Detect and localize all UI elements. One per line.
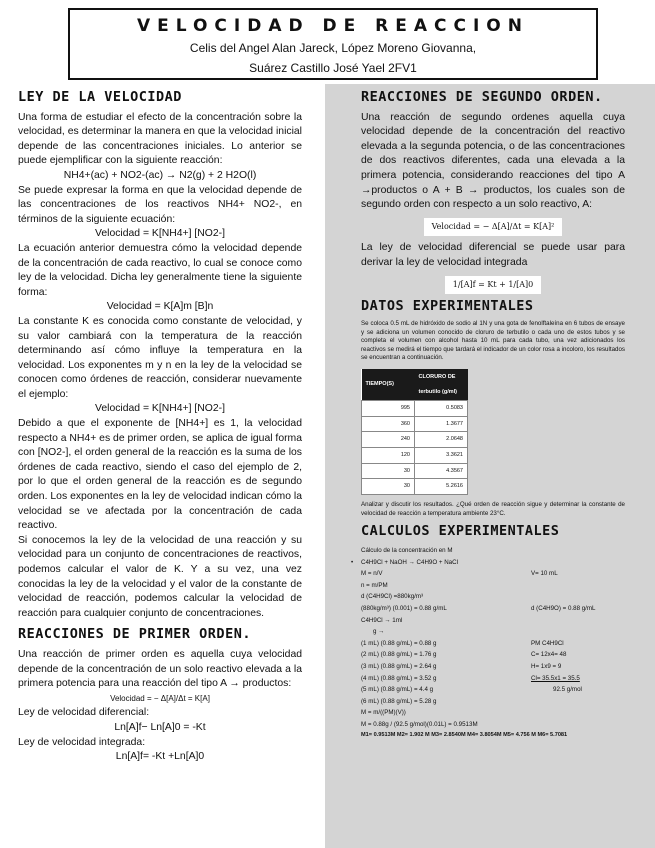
table-row xyxy=(362,448,468,464)
authors-line-2: Suárez Castillo José Yael 2FV1 xyxy=(249,61,417,75)
calc-line: PM C4H9Cl xyxy=(531,639,564,647)
equation: Velocidad = K[A]m [B]n xyxy=(106,301,214,313)
table-cell: 995 xyxy=(362,401,415,417)
data-table xyxy=(361,369,468,495)
calc-line: n = m/PM xyxy=(361,581,388,589)
calc-line: (1 mL) (0.88 g/mL) = 0.88 g xyxy=(361,639,437,647)
table-cell: 240 xyxy=(362,432,415,448)
calc-line: g → xyxy=(373,628,385,636)
paragraph: Una reacción de primer orden es aquella cuya velocidad depende de la concentración de un solo reactivo elevada a la primera potencia para una reacción del tipo A → productos: xyxy=(18,648,302,690)
bullet-icon: • xyxy=(351,558,354,566)
paragraph: Una forma de estudiar el efecto de la concentración sobre la velocidad, es determinar la manera en que la velocidad inicial depende de las concentraciones iniciales. Lo anterior se puede ejemplificar con la siguiente reacción: xyxy=(18,111,302,167)
table-cell: 1.3677 xyxy=(415,416,468,432)
table-header: CLORURO DE terbutilo (g/ml) xyxy=(415,369,468,401)
calc-formula: M = 0.88g / (92.5 g/mol)(0.01L) = 0.9513M xyxy=(361,720,478,728)
calc-line: C4H9Cl → 1ml xyxy=(361,616,403,624)
right-column xyxy=(351,88,625,742)
calc-line: (880kg/m³) (0.001) = 0.88 g/mL xyxy=(361,604,447,612)
equation-image xyxy=(361,276,625,295)
table-row xyxy=(362,416,468,432)
equation: 1/[A]f = Kt + 1/[A]0 xyxy=(445,276,541,295)
equation: Velocidad = − Δ[A]/Δt = K[A]² xyxy=(424,218,563,237)
calc-formula: M = m/((PM)(V)) xyxy=(361,709,406,717)
calc-line: H= 1x9 = 9 xyxy=(531,662,562,670)
section-heading-datos: DATOS EXPERIMENTALES xyxy=(361,298,534,315)
calc-line: 92.5 g/mol xyxy=(553,686,582,694)
table-cell: 120 xyxy=(362,448,415,464)
table-row xyxy=(362,463,468,479)
table-cell: 2.0648 xyxy=(415,432,468,448)
left-column xyxy=(18,88,302,765)
calc-line: (3 mL) (0.88 g/mL) = 2.64 g xyxy=(361,662,437,670)
table-cell: 360 xyxy=(362,416,415,432)
authors-line-1: Celis del Angel Alan Jareck, López Moreno Giovanna, xyxy=(189,41,477,55)
table-row xyxy=(362,401,468,417)
table-cell: 5.2616 xyxy=(415,479,468,495)
calc-line: (2 mL) (0.88 g/mL) = 1.76 g xyxy=(361,651,437,659)
equation: Velocidad = − Δ[A]/Δt = K[A] xyxy=(110,693,210,703)
calc-line: d (C4H9O) = 0.88 g/mL xyxy=(531,604,596,612)
label: Ley de velocidad integrada: xyxy=(18,736,146,748)
calc-title: Cálculo de la concentración en M xyxy=(361,546,453,554)
calc-line: M = n/V xyxy=(361,570,383,578)
equation: Velocidad = K[NH4+] [NO2-] xyxy=(95,403,225,415)
section-heading-calculos: CALCULOS EXPERIMENTALES xyxy=(361,523,560,540)
calc-results: M1= 0.9513M M2= 1.902 M M3= 2.8540M M4= 3.8054M M5= 4.756 M M6= 5.7081 xyxy=(361,732,568,739)
table-cell: 30 xyxy=(362,463,415,479)
calc-line: (6 mL) (0.88 g/mL) = 5.28 g xyxy=(361,697,437,705)
paragraph: Se coloca 0.5 mL de hidróxido de sodio al 1N y una gota de fenolftaleína en 6 tubos de ensaye y se adiciona un volumen conocido de cloruro de terbutilo o cada uno de estos tubos y se completa el volumen con alcohol hasta 10 mL para cada tubo, una vez adicionados los reactivos se medirá el tiempo que tardará el indicador de un color rosa a incoloro, los resultados se encuentran a continuación. xyxy=(361,319,625,362)
paragraph: La ley de velocidad diferencial se puede usar para derivar la ley de velocidad integrada xyxy=(361,242,625,268)
calc-line: d (C4H9Cl) =880kg/m³ xyxy=(361,593,424,601)
calc-line: (4 mL) (0.88 g/mL) = 3.52 g xyxy=(361,674,437,682)
calc-line: (5 mL) (0.88 g/mL) = 4.4 g xyxy=(361,686,434,694)
table-row xyxy=(362,432,468,448)
section-heading-segundo-orden: REACCIONES DE SEGUNDO ORDEN. xyxy=(361,89,603,105)
calc-line: Cl= 35.5x1 = 35.5 xyxy=(531,674,580,682)
equation: Ln[A]f= -Kt +Ln[A]0 xyxy=(115,751,205,763)
title-box xyxy=(68,8,598,80)
paragraph: Debido a que el exponente de [NH4+] es 1, la velocidad respecto a NH4+ es de primer orden, se aplica de igual forma con [NO2-], el orden general de la reacción es la suma de los órdenes de cada reactivo, siendo el caso del ejemplo de 2, por lo que el orden general de la reacción es de segundo orden. Los exponentes en la ley de velocidad indican cómo la velocidad se ve afectada por la concentración de cada reactivo. xyxy=(18,418,302,532)
equation-image xyxy=(361,218,625,237)
table-cell: 0.5083 xyxy=(415,401,468,417)
section-heading-ley-velocidad: LEY DE LA VELOCIDAD xyxy=(18,89,182,105)
table-header: TIEMPO(S) xyxy=(362,369,415,401)
section-heading-primer-orden: REACCIONES DE PRIMER ORDEN. xyxy=(18,626,251,643)
paragraph: Una reacción de segundo ordenes aquella cuya velocidad depende de la concentración del reactivo elevada a la segunda potencia, o de las concentraciones de dos reactivos diferentes, cada una elevada a la primera potencia, considerando reacciones del tipo A →productos o A + B → productos, los cuales son de segundo orden con respecto a un solo reactivo, A: xyxy=(361,111,625,211)
equation: Ln[A]f− Ln[A]0 = -Kt xyxy=(114,721,206,733)
table-row xyxy=(362,479,468,495)
table-cell: 3.3621 xyxy=(415,448,468,464)
calc-line: V= 10 mL xyxy=(531,570,558,578)
calc-reaction: C4H9Cl + NaOH → C4H9O + NaCl xyxy=(361,558,458,566)
paragraph: Analizar y discutir los resultados. ¿Qué orden de reacción sigue y determinar la constante de velocidad de reacción a temperatura ambiente 23°C. xyxy=(361,501,625,517)
paragraph: Se puede expresar la forma en que la velocidad depende de las concentraciones de los reactivos NH4+ NO2-, en términos de la siguiente ecuación: xyxy=(18,184,302,225)
paragraph: La ecuación anterior demuestra cómo la velocidad depende de la concentración de cada reactivo, lo cual se conoce como ley de la velocidad. Dicha ley generalmente tiene la siguiente forma: xyxy=(18,242,302,298)
paragraph: Si conocemos la ley de la velocidad de una reacción y su velocidad para un conjunto de concentraciones de reactivos, podemos calcular el valor de K. Y a su vez, una vez conocidas la ley de la velocidad y el valor de la constante de velocidad de reacción, podemos calcular la velocidad de reacción para cualquier conjunto de concentraciones. xyxy=(18,534,302,619)
table-cell: 30 xyxy=(362,479,415,495)
equation: NH4+(ac) + NO2-(ac) → N2(g) + 2 H2O(l) xyxy=(63,169,257,181)
paragraph: La constante K es conocida como constante de velocidad, y su valor cambiará con la temperatura de la reacción determinando así cómo influye la temperatura en la velocidad. Los exponentes m y n en la ley de la velocidad se conocen como órdenes de reacción, considerar nuevamente el ejemplo: xyxy=(18,315,302,400)
calc-line: C= 12x4= 48 xyxy=(531,651,567,659)
table-cell: 4.3567 xyxy=(415,463,468,479)
label: Ley de velocidad diferencial: xyxy=(18,707,150,719)
equation: Velocidad = K[NH4+] [NO2-] xyxy=(95,228,225,240)
calculations xyxy=(351,545,625,742)
page-title: VELOCIDAD DE REACCION xyxy=(136,16,529,36)
